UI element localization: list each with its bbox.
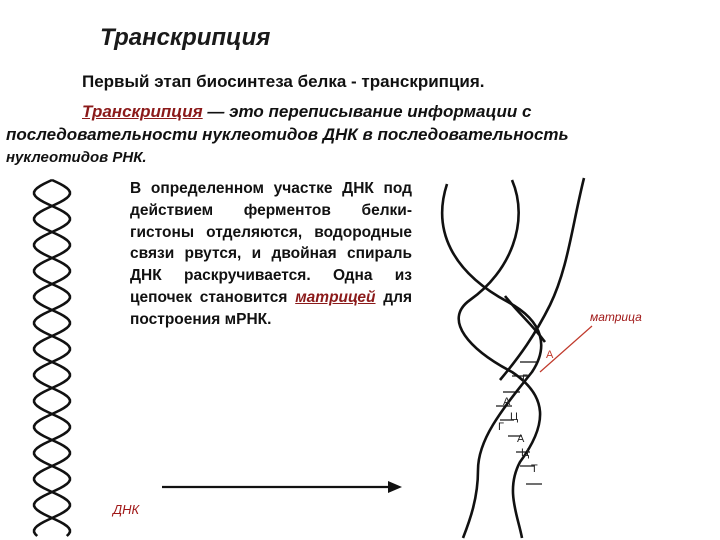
base-letter-6: А [517,433,525,445]
base-letter-4: Ц [510,411,519,423]
base-letter-3: А [503,396,511,408]
helix-strand-b [34,180,70,536]
transition-arrow [162,481,402,493]
base-letter-2: Г [522,373,528,385]
base-letter-7: Ц [521,447,530,459]
base-letter-1: А [546,349,554,361]
definition-line-3: нуклеотидов РНК. [6,149,147,166]
definition-term: Транскрипция [82,102,203,121]
matrix-label: матрица [590,310,642,324]
paragraph-end: для построения мРНК. [130,288,412,328]
unwinding-helix [442,178,584,538]
matrix-word: матрицей [295,288,376,306]
paragraph-text: В определенном участке ДНК под действием ферментов белки-гистоны отделяются, водородные связи рвутся, и двойная спираль ДНК раскручивается. Одна из цепочек становится [130,180,412,306]
dna-label: ДНК [113,502,140,517]
slide-title: Транскрипция [100,24,271,51]
definition-line-2: последовательности нуклеотидов ДНК в последовательность [6,125,569,144]
base-letter-8: Т [531,463,538,475]
base-letter-5: Г [498,421,504,433]
lead-sentence: Первый этап биосинтеза белка - транскрипция. [82,72,485,91]
dna-double-helix [34,180,70,536]
definition-rest: — это переписывание информации с [202,102,532,121]
